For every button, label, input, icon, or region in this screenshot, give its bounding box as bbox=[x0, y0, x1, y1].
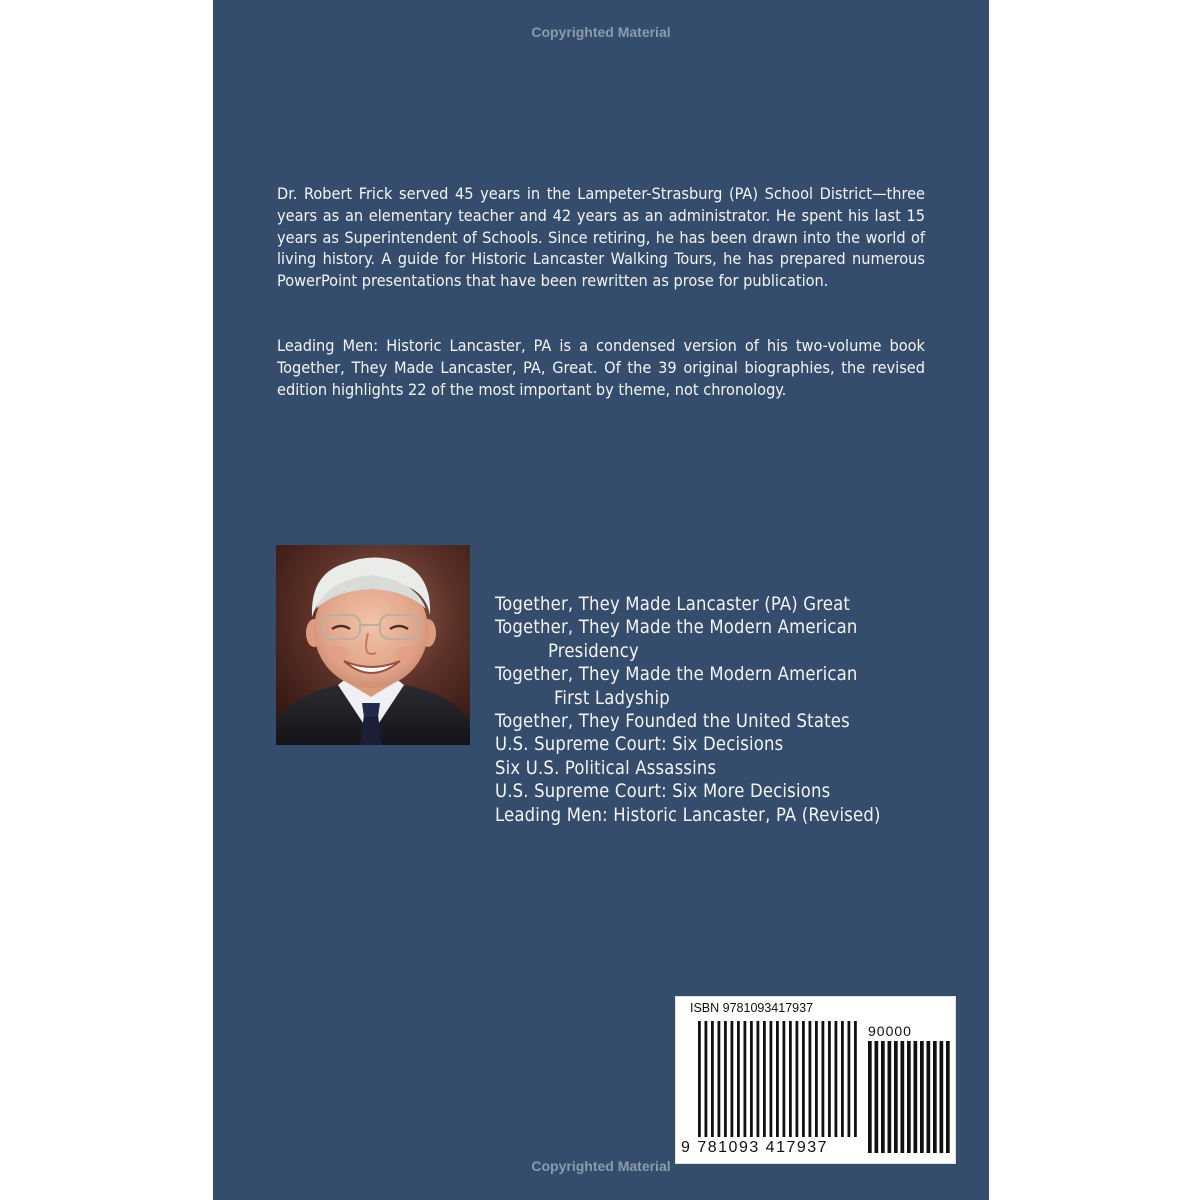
barcode-bar bbox=[698, 1021, 701, 1137]
barcode-bar bbox=[731, 1021, 734, 1137]
barcode-bar bbox=[783, 1021, 786, 1137]
book-title-continued: Presidency bbox=[548, 640, 639, 662]
barcode-bar bbox=[770, 1021, 773, 1137]
book-title: Together, They Founded the United States bbox=[495, 711, 850, 733]
barcode-bar bbox=[835, 1021, 838, 1137]
barcode-bar bbox=[776, 1021, 779, 1137]
barcode-bar bbox=[705, 1021, 708, 1137]
barcode-bar bbox=[946, 1041, 950, 1153]
ean-digits: 9 781093 417937 bbox=[681, 1139, 829, 1156]
book-title: Together, They Made Lancaster (PA) Great bbox=[495, 594, 851, 615]
book-title: Together, They Made the Modern American bbox=[495, 617, 858, 639]
book-title: U.S. Supreme Court: Six Decisions bbox=[495, 734, 784, 756]
barcode-bar bbox=[914, 1041, 918, 1153]
barcode-bar bbox=[940, 1041, 944, 1153]
barcode-bar bbox=[933, 1041, 937, 1153]
barcode-bar bbox=[718, 1021, 721, 1137]
barcode-bar bbox=[796, 1021, 799, 1137]
barcode-bar bbox=[815, 1021, 818, 1137]
barcode-bar bbox=[822, 1021, 825, 1137]
other-books-list bbox=[495, 593, 935, 827]
book-title: Leading Men: Historic Lancaster, PA (Revised) bbox=[495, 804, 881, 826]
barcode-bar bbox=[894, 1041, 898, 1153]
barcode-bar bbox=[841, 1021, 844, 1137]
barcode-bar bbox=[828, 1021, 831, 1137]
barcode-bar bbox=[763, 1021, 766, 1137]
book-title: Six U.S. Political Assassins bbox=[495, 757, 717, 779]
isbn-label: ISBN 9781093417937 bbox=[690, 1001, 814, 1015]
barcode-bar bbox=[789, 1021, 792, 1137]
barcode-bar bbox=[724, 1021, 727, 1137]
book-title: Together, They Made the Modern American bbox=[495, 664, 858, 686]
barcode-bar bbox=[907, 1041, 911, 1153]
isbn-barcode-box bbox=[675, 996, 956, 1164]
barcode-bar bbox=[901, 1041, 905, 1153]
copyright-watermark-top: Copyrighted Material bbox=[531, 24, 671, 40]
barcode-bar bbox=[875, 1041, 879, 1153]
barcode-bar bbox=[848, 1021, 851, 1137]
barcode-bar bbox=[750, 1021, 753, 1137]
barcode-bar bbox=[809, 1021, 812, 1137]
copyright-watermark-bottom: Copyrighted Material bbox=[531, 1158, 671, 1174]
author-photo bbox=[276, 545, 470, 745]
book-title-continued: First Ladyship bbox=[554, 687, 670, 709]
barcode-bar bbox=[854, 1021, 857, 1137]
book-title: U.S. Supreme Court: Six More Decisions bbox=[495, 781, 831, 803]
barcode-bar bbox=[737, 1021, 740, 1137]
barcode-bar bbox=[881, 1041, 885, 1153]
back-cover bbox=[213, 0, 989, 1200]
author-portrait-image bbox=[276, 545, 470, 745]
barcode-bar bbox=[802, 1021, 805, 1137]
barcode-bar bbox=[888, 1041, 892, 1153]
barcode-bar bbox=[711, 1021, 714, 1137]
barcode-bar bbox=[868, 1041, 872, 1153]
barcode-bar bbox=[927, 1041, 931, 1153]
barcode-bar bbox=[757, 1021, 760, 1137]
author-bio-paragraph: Dr. Robert Frick served 45 years in the Lampeter-Strasburg (PA) School District—three years as an elementary teacher and 42 years as an administrator. He spent his last 15 years as Superintendent of Schools. Since retiring, he has been drawn into the world of living history. A guide for Historic Lancaster Walking Tours, he has prepared numerous PowerPoint presentations that have been rewritten as prose for publication. bbox=[277, 184, 925, 291]
price-code-label: 90000 bbox=[868, 1023, 912, 1039]
barcode-bar bbox=[744, 1021, 747, 1137]
barcode-bar bbox=[920, 1041, 924, 1153]
book-description-paragraph: Leading Men: Historic Lancaster, PA is a condensed version of his two-volume book Together, They Made Lancaster, PA, Great. Of the 39 original biographies, the revised edition highlights 22 of the most important by theme, not chronology. bbox=[277, 336, 925, 399]
